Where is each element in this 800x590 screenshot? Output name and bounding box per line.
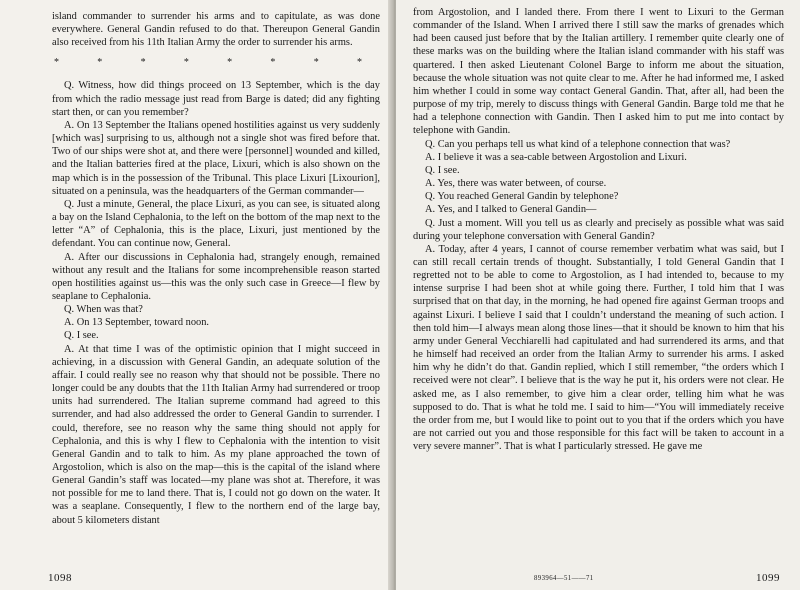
right-paragraph: Q. Can you perhaps tell us what kind of a telephone connection that was? [425,138,731,150]
right-paragraph: A. Yes, there was water between, of course. [425,178,607,190]
left-paragraph: Q. Just a minute, General, the place Lixuri, as you can see, is situated along a bay on the Island Cephalonia, to the left on the bottom of the map next to the letter “A” of Cephalonia, this is the place, Lixuri, just mentioned by the defendant. You can continue now, General. [52,198,380,250]
right-paragraph: Q. You reached General Gandin by telephone? [425,191,619,203]
star: * [270,57,276,69]
left-opening-paragraph: island commander to surrender his arms and to capitulate, as was done everywhere. General Gandin refused to do that. Thereupon General Gandin also received from his 11th Italian Army the order to surrender his arms. [52,11,380,49]
right-paragraph: Q. Just a moment. Will you tell us as clearly and precisely as possible what was said during your telephone conversation with General Gandin? [413,217,784,242]
star: * [227,57,233,69]
right-paragraph: A. Yes, and I talked to General Gandin— [425,204,597,216]
right-paragraph: A. Today, after 4 years, I cannot of course remember verbatim what was said, but I can still recall certain trends of thought. Substantially, I told General Gandin that I regretted not to be able to come to Argostolion, as I had intended to, because to my intense surprise I had been shot at while going there. Further, I told him that I was surprised that on that day, in the morning, he had opened fire against German troops and against Lixuri. I believe I said that I couldn’t understand the meaning of such action. I then told him—I always mean along those lines—that it should be known to him that his army under General Vecchiarelli had capitulated and had surrendered its arms, and that he himself had received an order from the Italian Army to surrender his arms. I asked him why he didn’t do that. Gandin replied, which I still remember, “the orders which I received were not clear”. I believe that is the way he put it, his orders were not clear. He asked me, as I also remember, to give him a clear order, telling him what he was supposed to do. That is what he told me. I said to him—“You will immediately receive the order from me, but I would like to point out to you that if the orders which you have are not carried out you and those responsible for this fact will be taken to account in a very severe manner”. That is what I particularly stressed. He gave me [413,243,784,453]
left-page-text [52,10,380,527]
star: * [183,57,189,69]
left-paragraph: Q. I see. [64,330,99,342]
section-break-stars [52,53,380,73]
star: * [54,57,59,69]
page-number-right: 1099 [756,572,780,584]
left-page [0,0,392,590]
left-paragraph: A. On 13 September the Italians opened hostilities against us very suddenly [which was] surprising to us, although not a single shot was fired before that. Two of our ships were shot at, and there were [personnel] wounded and killed, and the Italian batteries fired at the place, Lixuri, which is also shown on the map which is in the possession of the Tribunal. This place Lixuri [Lixourion], situated on a peninsula, was the headquarters of the German commander— [52,119,380,197]
right-opening-paragraph: from Argostolion, and I landed there. From there I went to Lixuri to the German commander of the Island. When I arrived there I still saw the marks of grenades which had been caused just before that by the Italian artillery. I remember quite clearly one of these marks was on the building where the Italian island commander with his staff was quartered. I then asked Lieutenant Colonel Barge to inform me about the situation, because the whole situation was not quite clear to me. After he had informed me, I asked him whether I could in some way contact General Gandin. That, after all, had been the purpose of my trip, merely to discuss things with General Gandin. Barge told me that he had a telephone connection with Gandin. Then I asked him to put me into contact by telephone with Gandin. [413,7,784,137]
right-page [396,0,800,590]
printer-code: 893964—51——71 [534,575,594,582]
left-paragraph: Q. When was that? [64,304,143,316]
page-number-left: 1098 [48,572,72,584]
right-page-text [413,6,784,453]
right-paragraph: A. I believe it was a sea-cable between Argostolion and Lixuri. [425,151,687,163]
left-paragraph: A. After our discussions in Cephalonia had, strangely enough, remained without any result and the Italians for some incomprehensible reason started open hostilities against us—this was the only such case in Greece—I flew by seaplane to Cephalonia. [52,251,380,302]
left-paragraph: Q. Witness, how did things proceed on 13 September, which is the day from which the radio message just read from Barge is dated; did any fighting start then, or can you remember? [52,80,380,118]
left-paragraph: A. At that time I was of the optimistic opinion that I might succeed in achieving, in a discussion with General Gandin, an adequate solution of the affair. I could really see no reason why that should not be possible. There no longer could be any doubts that the 11th Italian Army had surrendered or troop units had surrendered. The Italian supreme command had agreed to this surrender, and had also addressed the order to General Gandin to surrender. I could, therefore, see no reason why the same thing should not apply for Cephalonia, and this is why I flew to Cephalonia with the intention to visit General Gandin and to talk to him. As my plane approached the town of Argostolion, which is also on the map—this is the capital of the island where General Gandin’s staff was located—my plane was shot at. Therefore, it was not possible for me to land there. That is, I could not go down on the water. It was a seaplane. Consequently, I flew to the northern end of the large bay, about 5 kilometers distant [52,343,380,526]
star: * [356,57,362,69]
star: * [313,57,319,69]
left-paragraph: A. On 13 September, toward noon. [64,317,210,329]
star: * [97,57,103,69]
right-paragraph: Q. I see. [425,164,460,176]
star: * [140,57,146,69]
